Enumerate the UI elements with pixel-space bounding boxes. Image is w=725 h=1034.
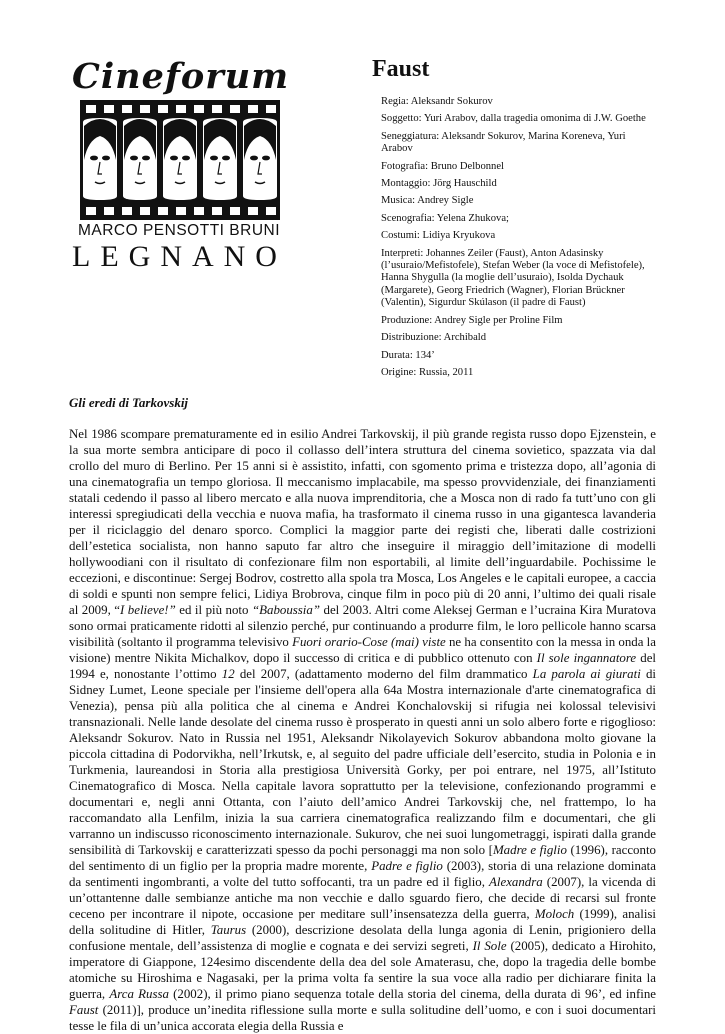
film-title: Faust xyxy=(372,56,430,82)
logo-title: Cineforum xyxy=(72,56,290,97)
article-text: Nel 1986 scompare prematuramente ed in esilio Andrei Tarkovskij, il più grande regista russo dopo Ejzenstein, e la sua morte sembra anticipare di poco il collasso dell’intera struttura del cinema sovietico, spazzata via dal crollo del muro di Berlino. Per 15 anni si è assistito, infatti, con sgomento prima e tristezza dopo, all’agonia di una cinematografia un tempo gloriosa. Il meccanismo implacabile, ma spesso provvidenziale, dei finanziamenti statali cedendo il passo al libero mercato e alla nuova imprenditoria, che a Mosca non di rado fa tutt’uno con gli interessi spregiudicati della vecchia e nuova mafia, ha trasformato il cinema russo in una gigantesca lavanderia per il riciclaggio del denaro sporco. Complici la maggior parte dei registi che, liberati dalle costrizioni dell’estetica socialista, non hanno saputo far altro che inseguire il miraggio dell’imitazione di modelli hollywoodiani con il risultato di confezionare film non esportabili, al limite dell’inguardabile. Pochissime le eccezioni, e discontinue: Sergej Bodrov, costretto alla spola tra Mosca, Los Angeles e le capitali europee, a caccia di soldi e spunti non sempre felici, Lidiya Brobrova, cinque film in poco più di 20 anni, l’ultimo dei quali risale al 2009, “ xyxy=(69,427,656,617)
credit-durata: Durata: 134’ xyxy=(381,349,435,361)
article-italic-title: Il sole ingannatore xyxy=(536,651,637,665)
logo-subtitle: MARCO PENSOTTI BRUNI xyxy=(77,222,281,239)
cineforum-logo xyxy=(72,56,290,273)
credit-regia: Regia: Aleksandr Sokurov xyxy=(381,96,493,107)
article-text: di Sidney Lumet, Leone speciale per l'insieme dell'opera alla 64a Mostra internazionale d'arte cinematografica di Venezia), pensa più alla politica che al cinema e Andrei Konchalovskij si rifugia nei kolossal televisivi transnazionali. Nelle lande desolate del cinema russo è prosperato in questi anni un solo albero forte e rigoglioso: Aleksandr Sokurov. Nato in Russia nel 1951, Aleksandr Nikolayevich Sokurov abbandona molto giovane la piccola cittadina di Podorvikha, nell’Irkutsk, e, al seguito del padre ufficiale dell’esercito, studia in Polonia e in Turkmenia, laureandosi in Storia alla prestigiosa Università Gorky, per poi entrare, nel 1975, all’Istituto Cinematografico di Mosca. Nella capitale lavora soprattutto per la televisione, confezionando programmi e documentari e, negli anni Ottanta, con l’aiuto dell’amico Andrei Tarkovskij che, nel frattempo, lo ha raccomandato alla Lenfilm, inizia la sua carriera cinematografica realizzando film e documentari, che gli varranno un indiscusso riconoscimento internazionale. Sukurov, che nei suoi lungometraggi, ispirati dalla grande sensibilità di Tarkovskij e caratterizzati spesso da pochi personaggi ma non solo [ xyxy=(69,667,656,857)
credit-musica: Musica: Andrey Sigle xyxy=(381,195,474,207)
article-text: (2000), descrizione desolata della lunga agonia di Lenin, prigioniero della confusione mentale, dell’assistenza di moglie e cognata e dei servizi segreti, xyxy=(69,923,656,953)
credit-soggetto: Soggetto: Yuri Arabov, dalla tragedia omonima di J.W. Goethe xyxy=(381,113,646,125)
article-text: (2005), dedicato a Hirohito, imperatore di Giappone, 124esimo discendente della dea del sole Amaterasu, che, dopo la tragedia delle bombe atomiche su Hiroshima e Nagasaki, per la prima volta fa sentire la sua voce alla radio per dichiarare finita la guerra, xyxy=(69,939,656,1001)
article-text: (2003), storia di una relazione dominata da sentimenti ingombranti, a volte del tutto soffocanti, tra un padre ed il figlio, xyxy=(69,859,656,889)
article-italic-title: Fuori orario-Cose (mai) viste xyxy=(292,635,446,649)
article-text: del 2007, (adattamento moderno del film drammatico xyxy=(234,667,533,681)
article-text: ed il più noto xyxy=(175,603,252,617)
credit-scenografia: Scenografia: Yelena Zhukova; xyxy=(381,212,509,224)
credit-fotografia: Fotografia: Bruno Delbonnel xyxy=(381,160,504,172)
article-italic-title: Padre e figlio xyxy=(371,859,443,873)
article-text: del 2003. Altri come Aleksej German e l’ucraina Kira Muratova sono ormai praticamente ridotti al silenzio perché, pur continuando a produrre film, le loro pellicole hanno scarsa visibilità (soltanto il programma televisivo xyxy=(69,603,656,649)
filmstrip-faces-image xyxy=(80,100,280,220)
credit-montaggio: Montaggio: Jörg Hauschild xyxy=(381,178,497,190)
credit-interpreti: Interpreti: Johannes Zeiler (Faust), Anton Adasinsky (l’usuraio/Mefistofele), Stefan Weber (la voce di Mefistofele), Hanna Shygulla (la moglie dell’usuraio), Isolda Dychauk (Margarete), Georg Friedrich (Wagner), Florian Brückner (Valentin), Sigurdur Skúlason (il padre di Faust) xyxy=(381,247,645,309)
logo-city: LEGNANO xyxy=(72,240,287,273)
article-heading: Gli eredi di Tarkovskij xyxy=(69,395,189,410)
article-text: ne ha consentito con la messa in onda la visione) mentre Nikita Michalkov, dopo il successo di critica e di pubblico ottenuto con xyxy=(69,635,656,665)
article-italic-title: I believe!” xyxy=(120,603,176,617)
article-text: del 1994 e, nonostante l’ottimo xyxy=(69,651,656,681)
article-italic-title: Il Sole xyxy=(472,939,507,953)
article-italic-title: Taurus xyxy=(210,923,247,937)
article-text: (2007), la vicenda di un’ottantenne dalle sembianze antiche ma non vecchie e dallo sguardo fiero, che decide di recarsi sul fronte ceceno per incontrare il nipote, occasione per meditare sull’insensatezza della guerra, xyxy=(69,875,656,921)
article-italic-title: Faust xyxy=(69,1003,99,1017)
article-italic-title: Madre e figlio xyxy=(492,843,567,857)
credit-distribuzione: Distribuzione: Archibald xyxy=(381,332,487,344)
article-italic-title: La parola ai giurati xyxy=(532,667,641,681)
article-body xyxy=(69,426,656,1034)
article-italic-title: Alexandra xyxy=(489,875,543,889)
article-text: (2011)], produce un’inedita riflessione sulla morte e sulla solitudine dell’uomo, e con i suoi documentari tesse le fila di un’unica accorata elegia della Russia e xyxy=(69,1003,656,1033)
credit-costumi: Costumi: Lidiya Kryukova xyxy=(381,230,496,242)
article-text: (1999), analisi della solitudine di Hitler, xyxy=(69,907,657,937)
article-italic-title: Arca Russa xyxy=(109,987,169,1001)
article-italic-title: Moloch xyxy=(534,907,575,921)
credit-sceneggiatura: Seneggiatura: Aleksandr Sokurov, Marina Koreneva, Yuri Arabov xyxy=(381,130,626,155)
credit-produzione: Produzione: Andrey Sigle per Proline Film xyxy=(381,314,563,326)
article-text: (2002), il primo piano sequenza totale della storia del cinema, della durata di 96’, ed infine xyxy=(168,987,656,1001)
article-italic-title: 12 xyxy=(221,667,235,681)
credit-origine: Origine: Russia, 2011 xyxy=(381,366,474,378)
film-credits xyxy=(381,96,651,384)
article-italic-title: “Baboussia” xyxy=(251,603,321,617)
article-text: (1996), racconto del sentimento di un figlio per la propria madre morente, xyxy=(69,843,656,873)
